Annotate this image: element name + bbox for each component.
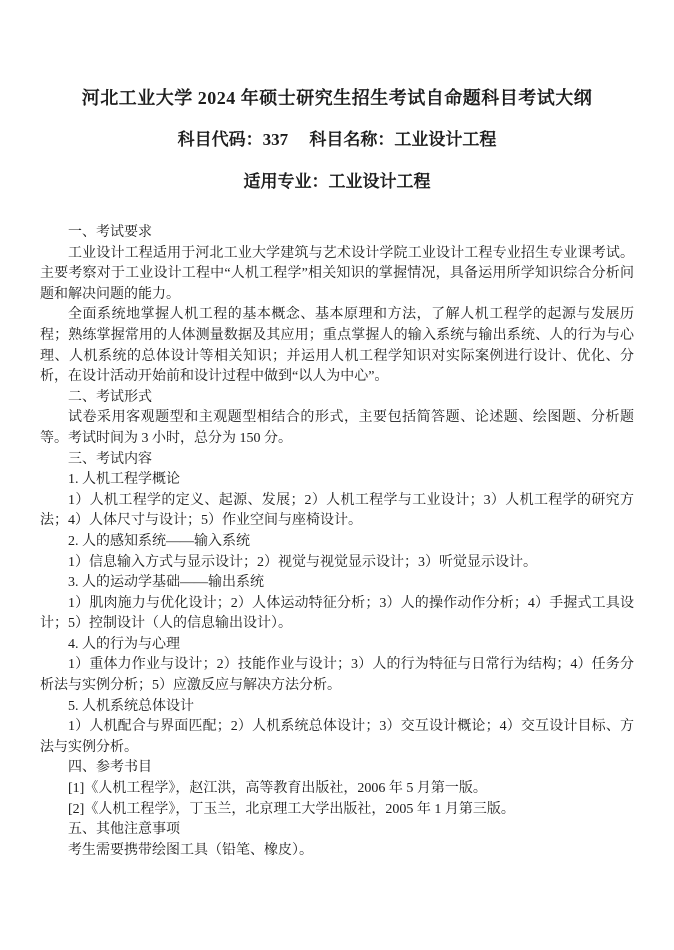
subtopic-heading: 3. 人的运动学基础——输出系统 bbox=[68, 575, 264, 591]
paragraph: 1）肌肉施力与优化设计；2）人体运动特征分析；3）人的操作动作分析；4）手握式工具设计；5）控制设计（人的信息输出设计）。 bbox=[40, 595, 634, 632]
paragraph: 工业设计工程适用于河北工业大学建筑与艺术设计学院工业设计工程专业招生专业课考试。主要考察对于工业设计工程中“人机工程学”相关知识的掌握情况，具备运用所学知识综合分析问题和解决问题的能力。 bbox=[40, 245, 634, 302]
document-title: 河北工业大学 2024 年硕士研究生招生考试自命题科目考试大纲 bbox=[81, 88, 593, 108]
paragraph: 1）人机工程学的定义、起源、发展；2）人机工程学与工业设计；3）人机工程学的研究方法；4）人体尺寸与设计；5）作业空间与座椅设计。 bbox=[40, 492, 634, 529]
paragraph: 全面系统地掌握人机工程的基本概念、基本原理和方法，了解人机工程学的起源与发展历程；熟练掌握常用的人体测量数据及其应用；重点掌握人的输入系统与输出系统、人的行为与心理、人机系统的总体设计等相关知识；并运用人机工程学知识对实际案例进行设计、优化、分析，在设计活动开始前和设计过程中做到“以人为中心”。 bbox=[40, 307, 634, 385]
paragraph: 1）重体力作业与设计；2）技能作业与设计；3）人的行为特征与日常行为结构；4）任务分析法与实例分析；5）应激反应与解决方法分析。 bbox=[40, 657, 634, 694]
subtopic-heading: 2. 人的感知系统——输入系统 bbox=[68, 533, 250, 549]
section-heading-reference-books: 四、参考书目 bbox=[68, 760, 152, 776]
paragraph: 1）人机配合与界面匹配；2）人机系统总体设计；3）交互设计概论；4）交互设计目标、方法与实例分析。 bbox=[40, 719, 634, 755]
applicable-major-line: 适用专业：工业设计工程 bbox=[243, 172, 431, 191]
subject-code-line: 科目代码：337 科目名称：工业设计工程 bbox=[177, 130, 497, 149]
section-heading-exam-format: 二、考试形式 bbox=[68, 389, 152, 405]
paragraph: 1）信息输入方式与显示设计；2）视觉与视觉显示设计；3）听觉显示设计。 bbox=[68, 554, 537, 570]
subtopic-heading: 1. 人机工程学概论 bbox=[68, 472, 180, 488]
section-heading-other-notes: 五、其他注意事项 bbox=[68, 822, 180, 838]
reference-item: [1]《人机工程学》，赵江洪，高等教育出版社，2006 年 5 月第一版。 bbox=[68, 781, 487, 797]
paragraph: 试卷采用客观题型和主观题型相结合的形式，主要包括简答题、论述题、绘图题、分析题等。考试时间为 3 小时，总分为 150 分。 bbox=[40, 410, 634, 446]
subtopic-heading: 5. 人机系统总体设计 bbox=[68, 698, 194, 714]
subtopic-heading: 4. 人的行为与心理 bbox=[68, 636, 180, 652]
reference-item: [2]《人机工程学》，丁玉兰，北京理工大学出版社，2005 年 1 月第三版。 bbox=[68, 801, 515, 817]
paragraph: 考生需要携带绘图工具（铅笔、橡皮）。 bbox=[68, 842, 313, 858]
section-heading-exam-content: 三、考试内容 bbox=[68, 451, 152, 467]
document-body bbox=[40, 223, 634, 861]
section-heading-exam-requirements: 一、考试要求 bbox=[68, 225, 152, 240]
